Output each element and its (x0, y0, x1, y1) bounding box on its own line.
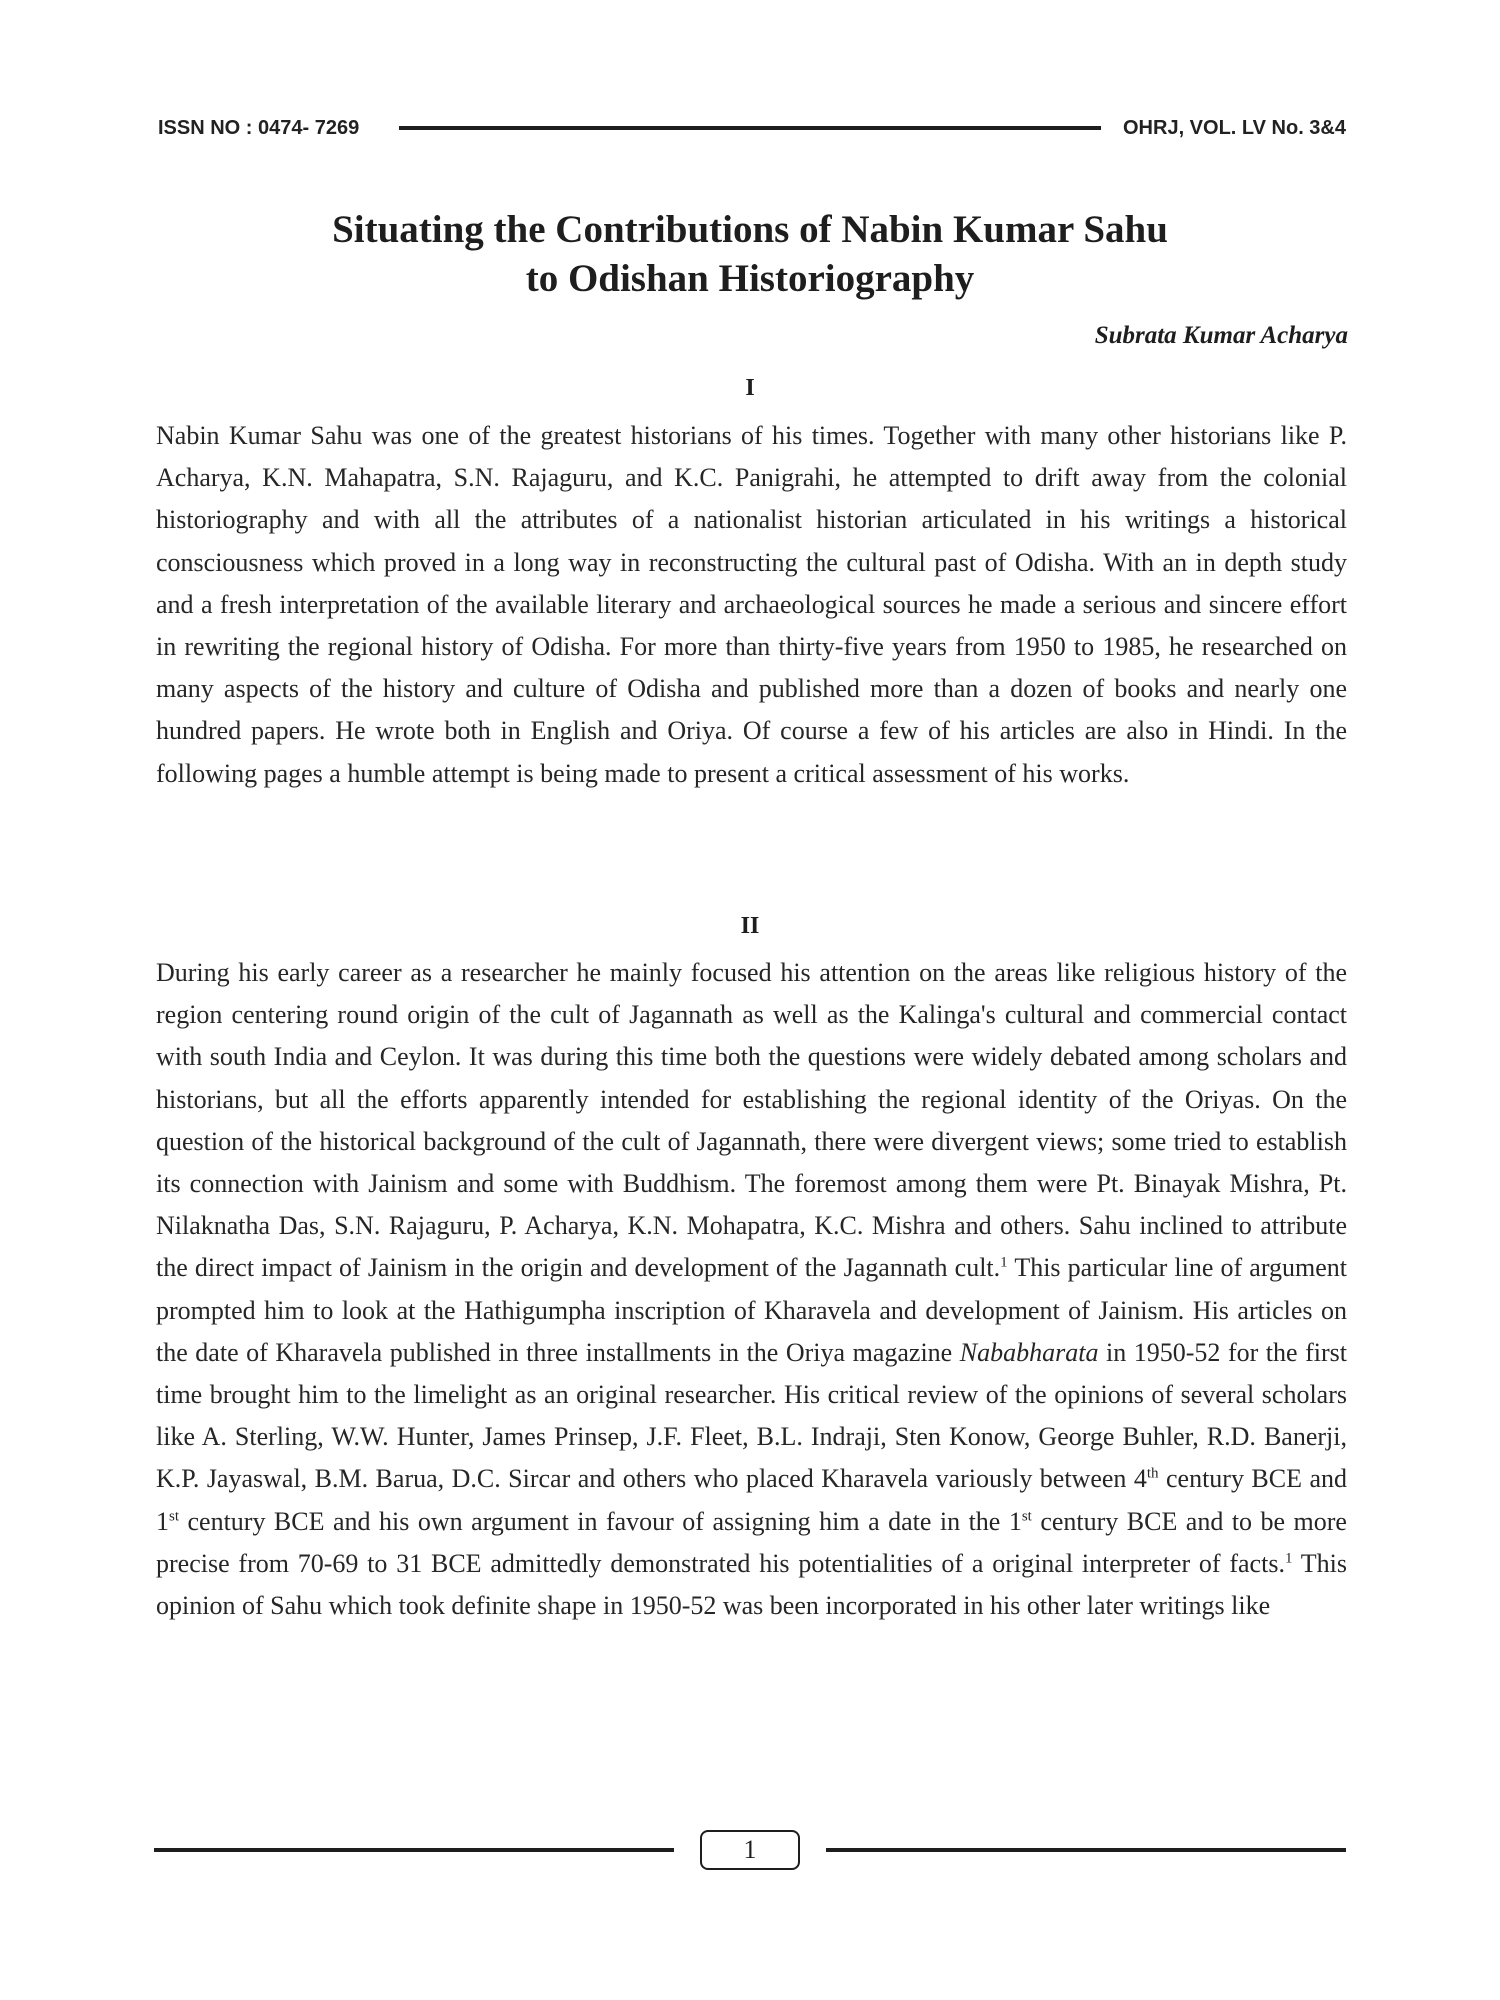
running-header (158, 112, 1346, 144)
article-title (150, 205, 1350, 303)
ordinal-suffix: th (1146, 1465, 1159, 1482)
paragraph-text: This opinion of Sahu which took definite shape in 1950-52 was been incorporated in his other later writings like (156, 1548, 1347, 1621)
section-1-paragraph: Nabin Kumar Sahu was one of the greatest historians of his times. Together with many other historians like P. Acharya, K.N. Mahapatra, S.N. Rajaguru, and K.C. Panigrahi, he attempted to drift away from the colonial historiography and with all the attributes of a nationalist historian articulated in his writings a historical consciousness which proved in a long way in reconstructing the cultural past of Odisha. With an in depth study and a fresh interpretation of the available literary and archaeological sources he made a serious and sincere effort in rewriting the regional history of Odisha. For more than thirty-five years from 1950 to 1985, he researched on many aspects of the history and culture of Odisha and published more than a dozen of books and nearly one hundred papers. He wrote both in English and Oriya. Of course a few of his articles are also in Hindi. In the following pages a humble attempt is being made to present a critical assessment of his works. (156, 421, 1347, 788)
paragraph-text: century BCE and his own argument in favour of assigning him a date in the 1 (179, 1506, 1022, 1536)
ordinal-suffix: st (169, 1507, 180, 1524)
footnote-marker: 1 (1284, 1550, 1293, 1567)
title-line-1: Situating the Contributions of Nabin Kumar Sahu (332, 208, 1168, 251)
ordinal-suffix: st (1021, 1507, 1032, 1524)
section-2-paragraph (156, 952, 1347, 1627)
section-number-1: I (745, 375, 755, 401)
paragraph-text: During his early career as a researcher he mainly focused his attention on the areas like religious history of the region centering round origin of the cult of Jagannath as well as the Kalinga's cultural and commercial contact with south India and Ceylon. It was during this time both the questions were widely debated among scholars and historians, but all the efforts apparently intended for establishing the regional identity of the Oriyas. On the question of the historical background of the cult of Jagannath, there were divergent views; some tried to establish its connection with Jainism and some with Buddhism. The foremost among them were Pt. Binayak Mishra, Pt. Nilaknatha Das, S.N. Rajaguru, P. Acharya, K.N. Mohapatra, K.C. Mishra and others. Sahu inclined to attribute the direct impact of Jainism in the origin and development of the Jagannath cult. (156, 958, 1347, 1283)
author-name: Subrata Kumar Acharya (1094, 322, 1348, 349)
paragraph-text: century BCE and to be more precise from 70-69 to 31 BCE admittedly demonstrated his potentialities of a original interpreter of facts. (156, 1506, 1347, 1578)
footer-rule-left (154, 1848, 674, 1852)
footnote-marker: 1 (1000, 1254, 1008, 1271)
section-number-2: II (740, 913, 760, 939)
title-line-2: to Odishan Historiography (525, 257, 975, 300)
journal-volume: OHRJ, VOL. LV No. 3&4 (1123, 116, 1346, 139)
page-footer (154, 1828, 1346, 1872)
footer-rule-right (826, 1848, 1346, 1852)
paragraph-text: in 1950-52 for the first time brought him to the limelight as an original researcher. His critical review of the opinions of several scholars like A. Sterling, W.W. Hunter, James Prinsep, J.F. Fleet, B.L. Indraji, Sten Konow, George Buhler, R.D. Banerji, K.P. Jayaswal, B.M. Barua, D.C. Sircar and others who placed Kharavela variously between 4 (156, 1337, 1347, 1494)
issn-number: ISSN NO : 0474- 7269 (158, 116, 360, 139)
paragraph-text: century BCE and 1 (156, 1464, 1347, 1536)
header-rule (399, 126, 1101, 130)
paragraph-text: This particular line of argument prompted him to look at the Hathigumpha inscription of Kharavela and development of Jainism. His articles on the date of Kharavela published in three installments in the Oriya magazine (156, 1253, 1347, 1367)
page-number: 1 (700, 1830, 800, 1870)
magazine-title: Nababharata (959, 1337, 1099, 1367)
